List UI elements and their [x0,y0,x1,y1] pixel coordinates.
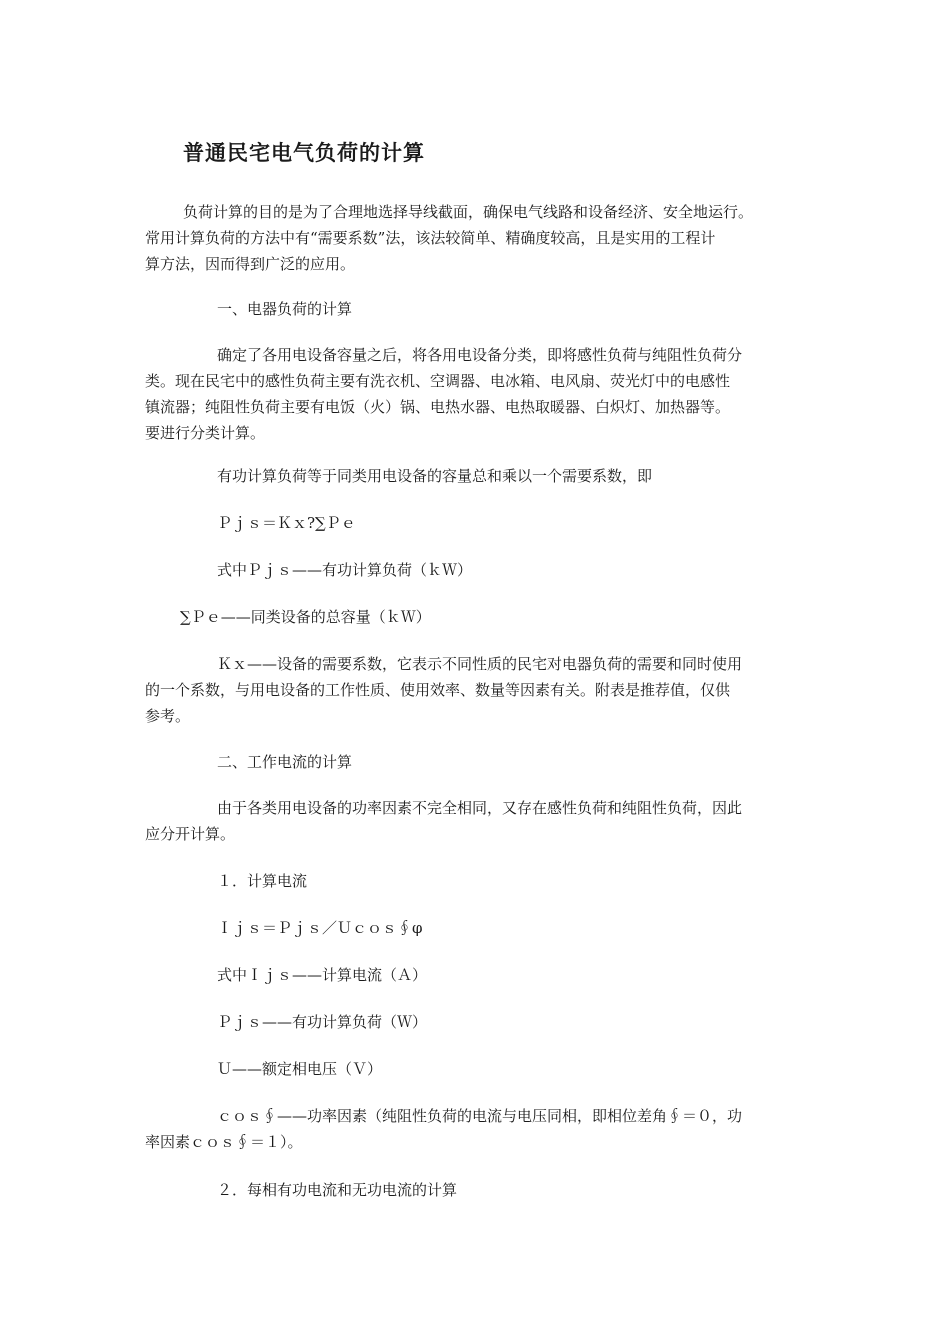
section1-paragraph [145,342,813,446]
sub1-heading: １．计算电流 [217,872,308,890]
intro-line-3: 算方法，因而得到广泛的应用。 [145,255,356,273]
definition-ijs: 式中Ｉｊｓ——计算电流（Ａ） [217,966,428,984]
document-title: 普通民宅电气负荷的计算 [183,141,425,165]
cos-line-1: ｃｏｓ∮——功率因素（纯阻性负荷的电流与电压同相，即相位差角∮＝０，功 [217,1107,743,1125]
section1-heading: 一、电器负荷的计算 [217,300,353,318]
definition-pe: ∑Ｐｅ——同类设备的总容量（ｋＷ） [180,608,431,626]
definition-kx-paragraph [145,651,813,729]
intro-line-2: 常用计算负荷的方法中有“需要系数”法，该法较简单、精确度较高，且是实用的工程计 [145,229,716,247]
section1-line-4: 要进行分类计算。 [145,424,266,442]
kx-line-2: 的一个系数，与用电设备的工作性质、使用效率、数量等因素有关。附表是推荐值，仅供 [145,681,731,699]
kx-line-3: 参考。 [145,707,191,725]
intro-line-1: 负荷计算的目的是为了合理地选择导线截面，确保电气线路和设备经济、安全地运行。 [183,203,754,221]
section2-line-2: 应分开计算。 [145,825,236,843]
definition-u: Ｕ——额定相电压（Ｖ） [217,1060,383,1078]
cos-line-2: 率因素ｃｏｓ∮＝１）。 [145,1133,303,1151]
formula-ijs: Ｉｊｓ＝Ｐｊｓ／Ｕｃｏｓ∮φ [217,919,423,937]
definition-cos-paragraph [145,1103,813,1155]
kx-line-1: Ｋｘ——设备的需要系数，它表示不同性质的民宅对电器负荷的需要和同时使用 [217,655,743,673]
section1-line-2: 类。现在民宅中的感性负荷主要有洗衣机、空调器、电冰箱、电风扇、荧光灯中的电感性 [145,372,731,390]
definition-pjs: 式中Ｐｊｓ——有功计算负荷（ｋＷ） [217,561,473,579]
active-load-intro: 有功计算负荷等于同类用电设备的容量总和乘以一个需要系数，即 [217,467,653,485]
formula-pjs: Ｐｊｓ＝Ｋｘ?∑Ｐｅ [217,514,356,532]
section2-line-1: 由于各类用电设备的功率因素不完全相同，又存在感性负荷和纯阻性负荷，因此 [217,799,743,817]
definition-pjs-watts: Ｐｊｓ——有功计算负荷（Ｗ） [217,1013,428,1031]
section2-paragraph [145,795,813,847]
section1-line-1: 确定了各用电设备容量之后，将各用电设备分类，即将感性负荷与纯阻性负荷分 [217,346,743,364]
section2-heading: 二、工作电流的计算 [217,753,353,771]
sub2-heading: ２．每相有功电流和无功电流的计算 [217,1181,458,1199]
intro-paragraph [145,199,813,277]
section1-line-3: 镇流器；纯阻性负荷主要有电饭（火）锅、电热水器、电热取暖器、白炽灯、加热器等。 [145,398,731,416]
